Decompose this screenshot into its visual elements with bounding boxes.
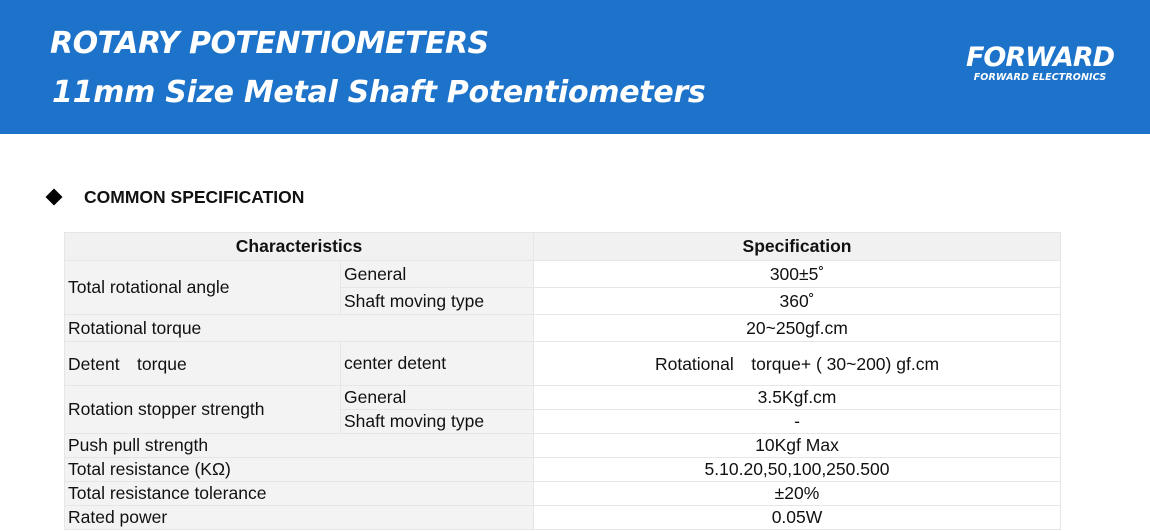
row-spec: 20~250gf.cm	[534, 315, 1061, 342]
row-characteristic: Total resistance (KΩ)	[65, 458, 534, 482]
header-characteristics: Characteristics	[65, 233, 534, 261]
row-characteristic: Push pull strength	[65, 434, 534, 458]
row-characteristic: Rated power	[65, 506, 534, 530]
section-heading	[44, 186, 304, 208]
row-spec: 3.5Kgf.cm	[534, 386, 1061, 410]
table-row	[65, 342, 1061, 386]
logo-text: FORWARD	[965, 42, 1115, 73]
table-row	[65, 261, 1061, 288]
row-subtype: center detent	[341, 342, 534, 386]
row-subtype: General	[341, 386, 534, 410]
row-subtype: Shaft moving type	[341, 410, 534, 434]
row-characteristic: Detent torque	[65, 342, 341, 386]
table-row	[65, 506, 1061, 530]
table-row	[65, 386, 1061, 410]
table-row	[65, 458, 1061, 482]
row-spec: 10Kgf Max	[534, 434, 1061, 458]
row-spec: Rotational torque+ ( 30~200) gf.cm	[534, 342, 1061, 386]
row-spec: 300±5˚	[534, 261, 1061, 288]
row-subtype: General	[341, 261, 534, 288]
table-row	[65, 315, 1061, 342]
forward-logo	[965, 44, 1115, 83]
row-characteristic: Total rotational angle	[65, 261, 341, 315]
diamond-bullet-icon	[46, 189, 63, 206]
logo-subtext: FORWARD ELECTRONICS	[973, 72, 1107, 83]
row-spec: -	[534, 410, 1061, 434]
row-spec: 5.10.20,50,100,250.500	[534, 458, 1061, 482]
page-subtitle: 11mm Size Metal Shaft Potentiometers	[52, 75, 706, 110]
table-header-row	[65, 233, 1061, 261]
row-characteristic: Rotation stopper strength	[65, 386, 341, 434]
table-row	[65, 482, 1061, 506]
page-title: ROTARY POTENTIOMETERS	[50, 26, 489, 61]
table-row	[65, 434, 1061, 458]
header-banner	[0, 0, 1150, 134]
row-spec: 0.05W	[534, 506, 1061, 530]
row-spec: 360˚	[534, 288, 1061, 315]
row-characteristic: Total resistance tolerance	[65, 482, 534, 506]
row-subtype: Shaft moving type	[341, 288, 534, 315]
section-title: COMMON SPECIFICATION	[84, 186, 305, 207]
row-characteristic: Rotational torque	[65, 315, 534, 342]
specification-table	[64, 232, 1061, 530]
header-specification: Specification	[534, 233, 1061, 261]
row-spec: ±20%	[534, 482, 1061, 506]
